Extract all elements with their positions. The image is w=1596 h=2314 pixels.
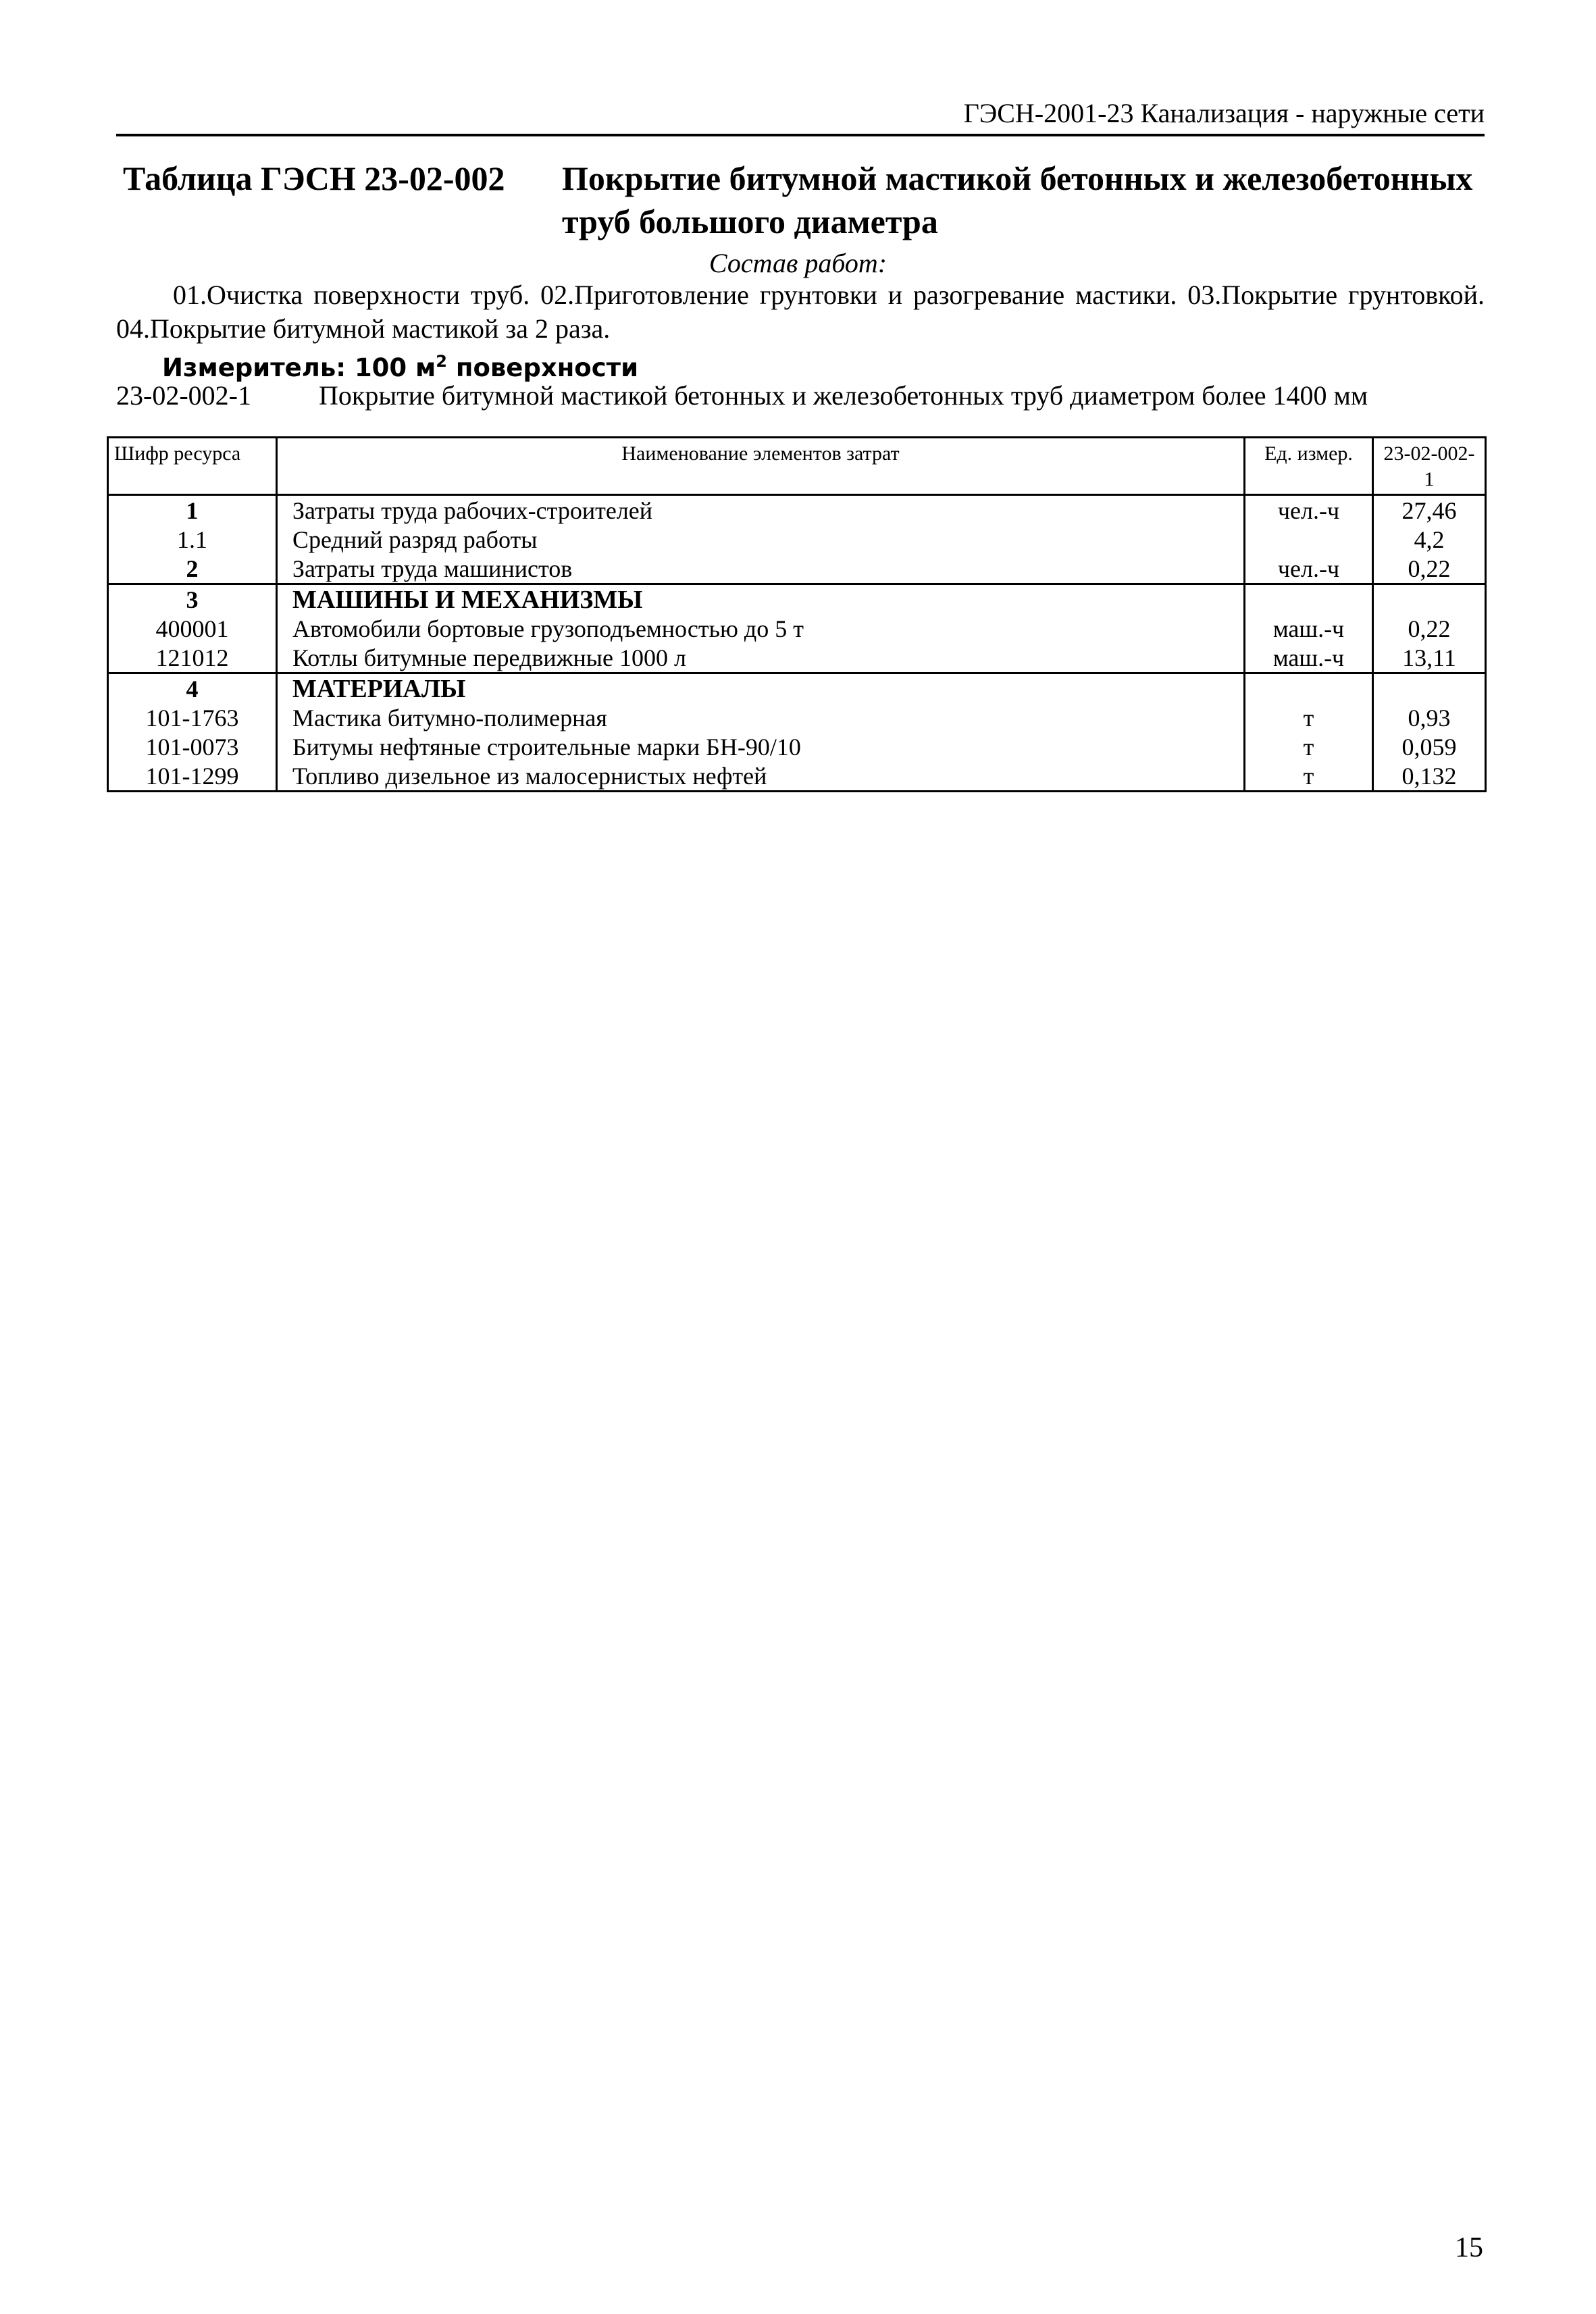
- cell-value: [1373, 673, 1486, 704]
- table-row: [108, 614, 1486, 643]
- cell-value: 0,22: [1373, 614, 1486, 643]
- table-row: [108, 584, 1486, 615]
- table-row: [108, 643, 1486, 673]
- cell-unit: маш.-ч: [1245, 614, 1373, 643]
- cell-section-title: МАТЕРИАЛЫ: [277, 673, 1245, 704]
- table-row: [108, 554, 1486, 584]
- cell-value: 0,059: [1373, 732, 1486, 761]
- table-group-labor: [108, 495, 1486, 584]
- page-number: 15: [1455, 2232, 1483, 2263]
- table-group-machines: [108, 584, 1486, 673]
- table-group-materials: [108, 673, 1486, 792]
- cell-unit: чел.-ч: [1245, 554, 1373, 584]
- cell-name: Затраты труда рабочих-строителей: [277, 495, 1245, 525]
- header-unit: Ед. измер.: [1245, 438, 1373, 495]
- header-norm-value: 23-02-002-1: [1373, 438, 1486, 495]
- cell-value: 4,2: [1373, 525, 1486, 554]
- running-header: ГЭСН-2001-23 Канализация - наружные сети: [963, 98, 1485, 128]
- cell-value: 0,93: [1373, 703, 1486, 732]
- cell-name: Мастика битумно-полимерная: [277, 703, 1245, 732]
- table-title: Покрытие битумной мастикой бетонных и железобетонных труб большого диаметра: [562, 159, 1473, 240]
- resource-cost-table: [107, 436, 1487, 792]
- cell-name: Котлы битумные передвижные 1000 л: [277, 643, 1245, 673]
- cell-value: [1373, 584, 1486, 615]
- cell-code: 121012: [108, 643, 277, 673]
- norm-code: 23-02-002-1: [116, 380, 251, 411]
- table-caption: Таблица ГЭСН 23-02-002: [123, 159, 505, 197]
- table-row: [108, 495, 1486, 525]
- norm-description: Покрытие битумной мастикой бетонных и железобетонных труб диаметром более 1400 мм: [319, 380, 1368, 411]
- cell-code: 1.1: [108, 525, 277, 554]
- cell-value: 0,132: [1373, 761, 1486, 792]
- cell-name: Средний разряд работы: [277, 525, 1245, 554]
- cell-code: 3: [108, 584, 277, 615]
- cell-name: Автомобили бортовые грузоподъемностью до 5 т: [277, 614, 1245, 643]
- works-description: 01.Очистка поверхности труб. 02.Приготовление грунтовки и разогревание мастики. 03.Покрытие грунтовкой. 04.Покрытие битумной мастикой за 2 раза.: [116, 280, 1485, 344]
- header-rule: [116, 134, 1485, 136]
- table-row: [108, 673, 1486, 704]
- cell-name: Топливо дизельное из малосернистых нефтей: [277, 761, 1245, 792]
- header-code: Шифр ресурса: [108, 438, 277, 495]
- works-heading: Состав работ:: [709, 248, 887, 278]
- cell-unit: маш.-ч: [1245, 643, 1373, 673]
- cell-unit: [1245, 673, 1373, 704]
- cell-unit: т: [1245, 761, 1373, 792]
- table-row: [108, 525, 1486, 554]
- cell-value: 0,22: [1373, 554, 1486, 584]
- table-row: [108, 732, 1486, 761]
- table-row: [108, 703, 1486, 732]
- cell-unit: чел.-ч: [1245, 495, 1373, 525]
- measure-value: 100 $м^2$: [354, 352, 447, 382]
- cell-code: 400001: [108, 614, 277, 643]
- cell-code: 2: [108, 554, 277, 584]
- measure-label: Измеритель:: [162, 353, 346, 382]
- cell-value: 13,11: [1373, 643, 1486, 673]
- cell-unit: [1245, 525, 1373, 554]
- table-row: [108, 761, 1486, 792]
- cell-code: 1: [108, 495, 277, 525]
- cell-code: 101-0073: [108, 732, 277, 761]
- measure-suffix: поверхности: [455, 353, 639, 382]
- cell-unit: т: [1245, 703, 1373, 732]
- cell-section-title: МАШИНЫ И МЕХАНИЗМЫ: [277, 584, 1245, 615]
- header-name: Наименование элементов затрат: [277, 438, 1245, 495]
- table-header-row: [108, 438, 1486, 495]
- cell-unit: т: [1245, 732, 1373, 761]
- cell-code: 101-1299: [108, 761, 277, 792]
- cell-name: Затраты труда машинистов: [277, 554, 1245, 584]
- cell-code: 101-1763: [108, 703, 277, 732]
- cell-unit: [1245, 584, 1373, 615]
- norm-line: [116, 377, 1485, 415]
- cell-value: 27,46: [1373, 495, 1486, 525]
- measure-superscript: 2: [436, 352, 447, 371]
- cell-code: 4: [108, 673, 277, 704]
- cell-name: Битумы нефтяные строительные марки БН-90/10: [277, 732, 1245, 761]
